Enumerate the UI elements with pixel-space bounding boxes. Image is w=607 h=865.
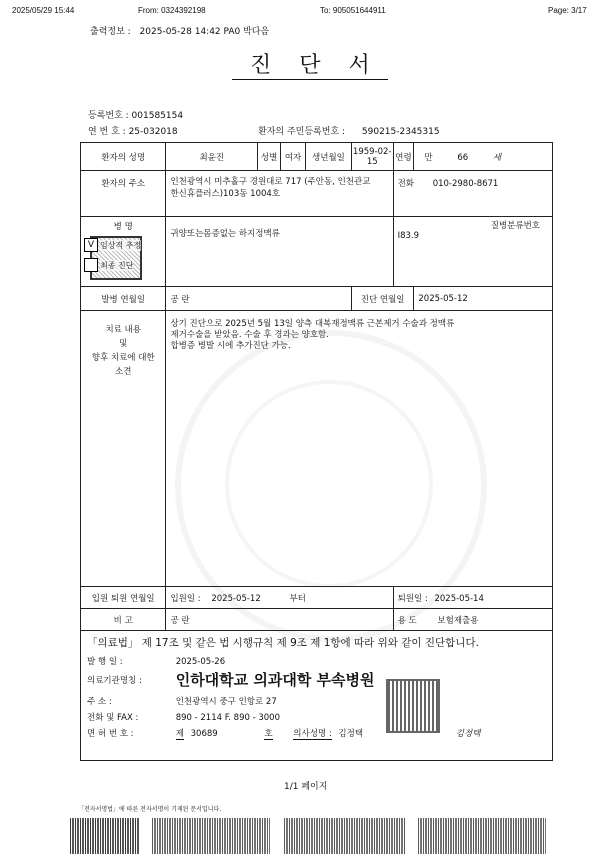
row-admission: [81, 587, 553, 609]
title-char-2: 단: [299, 53, 321, 78]
fax-datetime: 2025/05/29 15:44: [12, 6, 75, 15]
row-remarks: [81, 609, 553, 631]
row-issue: [81, 631, 553, 761]
row-name: [81, 143, 553, 171]
treatment-label-2: 및: [119, 339, 128, 349]
age-value: 66: [457, 152, 469, 163]
row-onset: [81, 287, 553, 311]
title-char-3: 서: [348, 53, 370, 78]
institution-name: 인하대학교 의과대학 부속병원: [175, 671, 375, 689]
barcode-4: [418, 818, 546, 854]
barcode-2: [152, 818, 270, 854]
license-prefix: 제: [175, 729, 184, 739]
fax-to: To: 905051644911: [320, 6, 386, 15]
phone-value: 010-2980-8671: [432, 179, 499, 189]
license-number: 30689: [190, 729, 218, 739]
serial-label: 연 번 호 :: [88, 127, 126, 137]
phone-label: 전화: [397, 179, 414, 189]
sex-value: 여자: [281, 143, 306, 171]
code-label: 질병분류번호: [490, 221, 540, 231]
barcode-3: [284, 818, 406, 854]
rrn-label: 환자의 주민등록번호 :: [258, 127, 346, 137]
issue-block: [81, 631, 553, 761]
onset-label: 발병 연월일: [81, 287, 166, 311]
code-value: I83.9: [397, 231, 419, 241]
print-info-value: 2025-05-28 14:42 PA0 박다음: [139, 27, 270, 37]
issue-date-label: 발 행 일 :: [87, 657, 123, 667]
address-label: 환자의 주소: [81, 171, 166, 217]
title-char-1: 진: [250, 53, 272, 78]
name-label: 환자의 성명: [81, 143, 166, 171]
discharge-date: 2025-05-14: [434, 593, 484, 604]
issue-date: 2025-05-26: [175, 657, 226, 667]
tel-label: 전화 및 FAX :: [87, 713, 139, 723]
license-line: [87, 727, 546, 741]
patient-name: 최윤진: [166, 143, 258, 171]
age-label: 연령: [393, 143, 414, 171]
page-footer: 1/1 페이지: [284, 782, 328, 792]
print-info-label: 출력정보 :: [90, 27, 131, 37]
institution-line: [87, 669, 546, 693]
inst-address-label: 주 소 :: [87, 697, 112, 707]
patient-rrn: [258, 124, 440, 137]
row-diagnosis: [81, 217, 553, 287]
reg-label: 등록번호 :: [88, 111, 129, 121]
age-unit: 세: [492, 152, 502, 163]
fax-from: From: 0324392198: [138, 6, 206, 15]
registration-number: [88, 108, 183, 121]
treatment-label: [81, 311, 166, 587]
discharge-cell: [393, 587, 552, 609]
reg-value: 001585154: [131, 111, 184, 121]
serial-value: 25-032018: [128, 127, 178, 137]
dob-value: 1959-02-15: [351, 143, 393, 171]
hospital-seal: [386, 679, 440, 733]
institution-label: 의료기관명칭 :: [87, 675, 142, 686]
admit-date: 2025-05-12: [211, 593, 261, 604]
serial-number: [88, 124, 178, 137]
purpose-value: 보험제출용: [437, 615, 479, 626]
diagnosis-label: 병 명: [113, 222, 133, 232]
issue-date-line: [87, 655, 546, 669]
address-line-2: 한신휴플러스)103동 1004호: [170, 189, 280, 199]
fax-page: Page: 3/17: [548, 6, 587, 15]
document-title: [232, 48, 388, 80]
diagnosis-form-table: [80, 142, 553, 761]
final-label: 최종 진단: [100, 261, 134, 270]
diagnosis-code-cell: [393, 217, 552, 287]
tel-line: [87, 711, 546, 727]
tel-value: 890 - 2114 F. 890 - 3000: [175, 713, 280, 723]
address-cell: [166, 171, 393, 217]
treatment-label-1: 치료 내용: [105, 325, 141, 335]
license-label: 면 허 번 호 :: [87, 729, 134, 739]
treatment-label-3: 향후 치료에 대한: [91, 353, 155, 363]
admit-label: 입원일 :: [170, 593, 201, 604]
admission-label: 입원 퇴원 연월일: [81, 587, 166, 609]
sex-label: 성별: [258, 143, 281, 171]
discharge-label: 퇴원일 :: [397, 593, 428, 604]
legal-statement: 「의료법」 제 17조 및 같은 법 시행규칙 제 9조 제 1항에 따라 위와 같이 진단합니다.: [87, 637, 479, 649]
row-treatment: [81, 311, 553, 587]
treatment-content: [166, 311, 553, 587]
treatment-label-4: 소견: [115, 367, 132, 377]
doctor-name: 김정택: [338, 729, 364, 739]
treatment-line-2: 제거수술을 받았음. 수술 후 경과는 양호함.: [170, 330, 329, 340]
inst-address: 인천광역시 중구 인항로 27: [175, 697, 277, 707]
clinical-checkbox: V: [84, 238, 98, 252]
admit-from: 부터: [289, 593, 306, 604]
diagnosis-label-cell: [81, 217, 166, 287]
admission-cell: [166, 587, 393, 609]
purpose-cell: [393, 609, 552, 631]
print-info: [90, 24, 269, 37]
purpose-label: 용 도: [397, 615, 417, 626]
treatment-line-1: 상기 진단으로 2025년 5월 13일 양측 대복재정맥류 근본제거 수술과 정맥류: [170, 319, 455, 329]
age-cell: [414, 143, 553, 171]
phone-cell: [393, 171, 552, 217]
e-signature-note: 「전자서명법」에 따른 전자서명이 기재된 문서입니다.: [78, 806, 222, 813]
treatment-line-3: 합병증 병발 시에 추가진단 가능.: [170, 341, 291, 351]
age-prefix: 만: [424, 152, 433, 163]
clinical-label: 임상적 추정: [100, 241, 142, 250]
row-address: [81, 171, 553, 217]
dob-label: 생년월일: [306, 143, 352, 171]
diag-date-value: 2025-05-12: [414, 287, 553, 311]
onset-value: 공 란: [166, 287, 351, 311]
address-line-1: 인천광역시 미추홀구 경원대로 717 (주안동, 인천관교: [170, 177, 371, 187]
barcode-1: [70, 818, 140, 854]
rrn-value: 590215-2345315: [361, 127, 440, 137]
diagnosis-name: 귀양또는몸증없는 하지정맥류: [166, 217, 393, 287]
remarks-label: 비 고: [81, 609, 166, 631]
license-suffix: 호: [264, 729, 273, 739]
inst-address-line: [87, 695, 546, 711]
diag-date-label: 진단 연월일: [351, 287, 414, 311]
remarks-value: 공 란: [166, 609, 393, 631]
final-checkbox: [84, 258, 98, 272]
doctor-signature: 김정택: [455, 729, 481, 739]
doctor-label: 의사성명 :: [293, 729, 332, 739]
